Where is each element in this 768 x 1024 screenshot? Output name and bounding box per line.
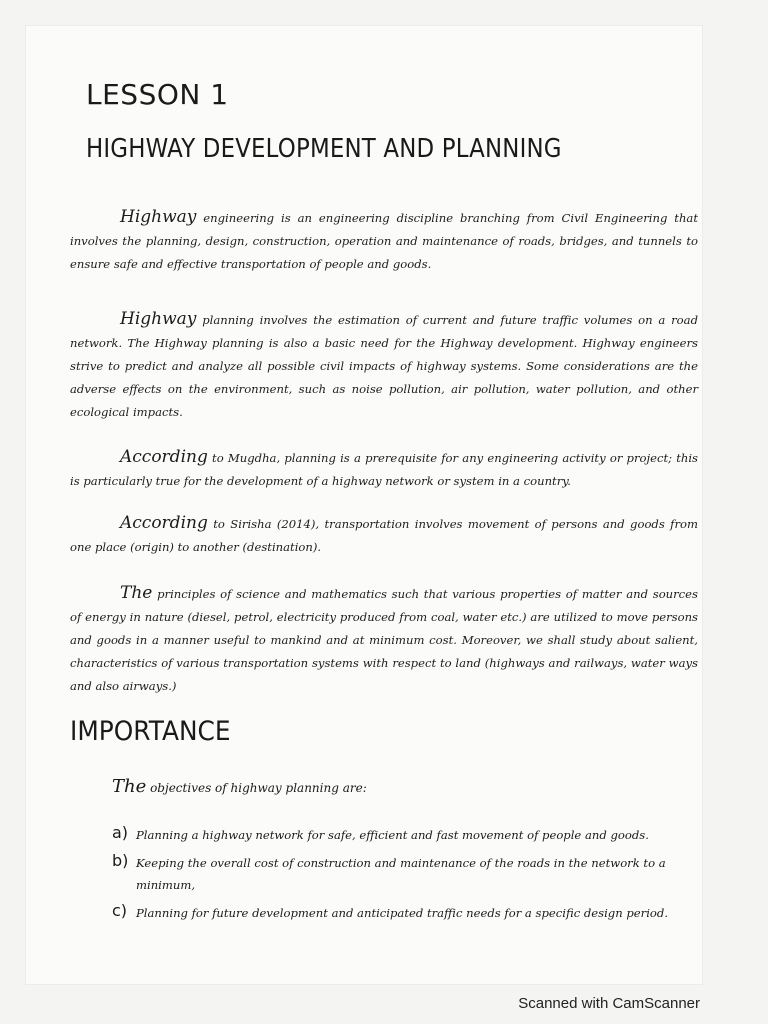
paragraph-1 bbox=[70, 206, 698, 276]
paragraph-3-text: to Mugdha, planning is a prerequisite for any engineering activity or project; this is particularly true for the development of a highway network or system in a country. bbox=[70, 451, 698, 488]
paragraph-3-first-word: According bbox=[120, 447, 208, 467]
list-item bbox=[112, 902, 692, 924]
objectives-intro bbox=[112, 776, 367, 797]
lesson-heading: LESSON 1 bbox=[86, 78, 229, 111]
list-item-text: Keeping the overall cost of construction and maintenance of the roads in the network to a minimum, bbox=[136, 856, 666, 892]
objectives-first-word: The bbox=[112, 776, 147, 797]
objectives-text: objectives of highway planning are: bbox=[146, 781, 367, 795]
list-item bbox=[112, 824, 692, 846]
list-item-text: Planning for future development and anticipated traffic needs for a specific design period. bbox=[136, 906, 669, 920]
paragraph-5-text: principles of science and mathematics such that various properties of matter and sources of energy in nature (diesel, petrol, electricity produced from coal, water etc.) are utilized to move persons and goods in a manner useful to mankind and at minimum cost. Moreover, we shall study about salient, characteristics of various transportation systems with respect to land (highways and railways, water ways and also airways.) bbox=[70, 587, 698, 693]
paragraph-5 bbox=[70, 582, 698, 698]
paragraph-1-text: engineering is an engineering discipline branching from Civil Engineering that involves the planning, design, construction, operation and maintenance of roads, bridges, and tunnels to ensure safe and effective transportation of people and goods. bbox=[70, 211, 698, 271]
list-marker: a) bbox=[112, 823, 129, 842]
paragraph-4 bbox=[70, 512, 698, 559]
paragraph-5-first-word: The bbox=[120, 583, 153, 603]
paragraph-4-text: to Sirisha (2014), transportation involves movement of persons and goods from one place (origin) to another (destination). bbox=[70, 517, 698, 554]
paragraph-2-first-word: Highway bbox=[120, 309, 197, 329]
paragraph-1-first-word: Highway bbox=[120, 207, 197, 227]
paragraph-3 bbox=[70, 446, 698, 493]
camscanner-watermark: Scanned with CamScanner bbox=[518, 995, 700, 1012]
paragraph-2 bbox=[70, 308, 698, 424]
scanned-page bbox=[26, 26, 702, 984]
list-marker: b) bbox=[112, 851, 129, 870]
objectives-list bbox=[112, 824, 692, 930]
list-item-text: Planning a highway network for safe, efficient and fast movement of people and goods. bbox=[136, 828, 649, 842]
page-title: HIGHWAY DEVELOPMENT AND PLANNING bbox=[86, 134, 562, 164]
importance-heading: IMPORTANCE bbox=[70, 716, 231, 747]
paragraph-4-first-word: According bbox=[120, 513, 208, 533]
list-marker: c) bbox=[112, 901, 128, 920]
list-item bbox=[112, 852, 692, 896]
paragraph-2-text: planning involves the estimation of current and future traffic volumes on a road network. The Highway planning is also a basic need for the Highway development. Highway engineers strive to predict and analyze all possible civil impacts of highway systems. Some considerations are the adverse effects on the environment, such as noise pollution, air pollution, water pollution, and other ecological impacts. bbox=[70, 313, 698, 419]
